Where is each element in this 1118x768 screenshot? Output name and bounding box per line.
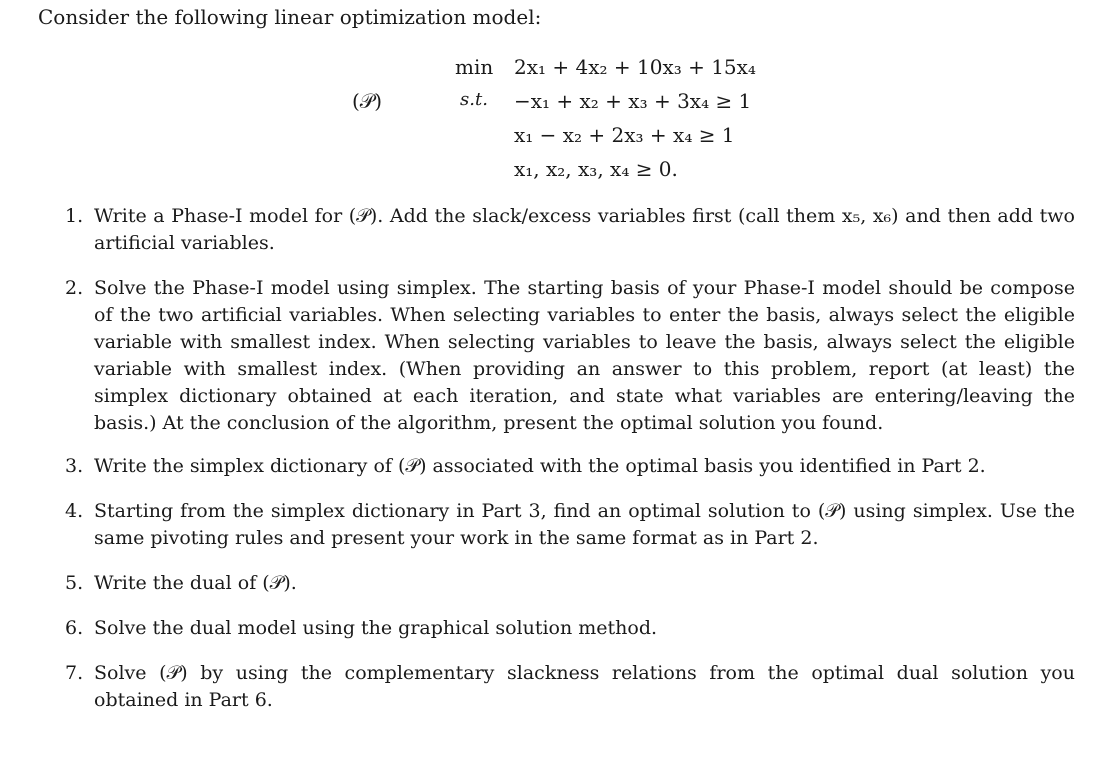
min-keyword: min (455, 55, 494, 79)
item-text: Solve (𝒫) by using the complementary slackness relations from the optimal dual solution you obtained in Part 6. (94, 662, 1075, 711)
list-item (65, 615, 1075, 642)
optimization-model (0, 0, 1118, 200)
nonnegativity-constraint: x₁, x₂, x₃, x₄ ≥ 0. (514, 157, 678, 181)
item-text: Write a Phase-I model for (𝒫). Add the slack/excess variables first (call them x₅, x₆) and then add two artificial variables. (94, 205, 1075, 254)
item-number: 3. (65, 455, 84, 477)
constraint-2: x₁ − x₂ + 2x₃ + x₄ ≥ 1 (514, 123, 735, 147)
constraint-1: −x₁ + x₂ + x₃ + 3x₄ ≥ 1 (514, 89, 752, 113)
subject-to-keyword: s.t. (460, 89, 488, 110)
item-text: Solve the dual model using the graphical solution method. (94, 617, 658, 639)
item-text: Write the dual of (𝒫). (94, 572, 297, 594)
list-item (65, 498, 1075, 552)
item-text: Starting from the simplex dictionary in Part 3, find an optimal solution to (𝒫) using simplex. Use the same pivoting rules and present your work in the same format as in Part 2. (94, 500, 1075, 549)
list-item (65, 570, 1075, 597)
list-item (65, 453, 1075, 480)
list-item (65, 660, 1075, 714)
item-number: 7. (65, 662, 84, 684)
model-label: (𝒫) (352, 89, 383, 113)
list-item (65, 203, 1075, 257)
list-item (65, 275, 1075, 437)
item-number: 1. (65, 205, 84, 227)
item-text: Solve the Phase-I model using simplex. The starting basis of your Phase-I model should be compose of the two artificial variables. When selecting variables to enter the basis, always select the eligible variable with smallest index. When selecting variables to leave the basis, always select the eligible variable with smallest index. (When providing an answer to this problem, report (at least) the simplex dictionary obtained at each iteration, and state what variables are entering/leaving the basis.) At the conclusion of the algorithm, present the optimal solution you found. (94, 277, 1075, 434)
intro-text: Consider the following linear optimization model: (38, 5, 542, 29)
objective-function: 2x₁ + 4x₂ + 10x₃ + 15x₄ (514, 55, 756, 79)
item-number: 4. (65, 500, 84, 522)
item-number: 2. (65, 277, 84, 299)
item-number: 5. (65, 572, 84, 594)
item-text: Write the simplex dictionary of (𝒫) associated with the optimal basis you identified in Part 2. (94, 455, 986, 477)
item-number: 6. (65, 617, 84, 639)
